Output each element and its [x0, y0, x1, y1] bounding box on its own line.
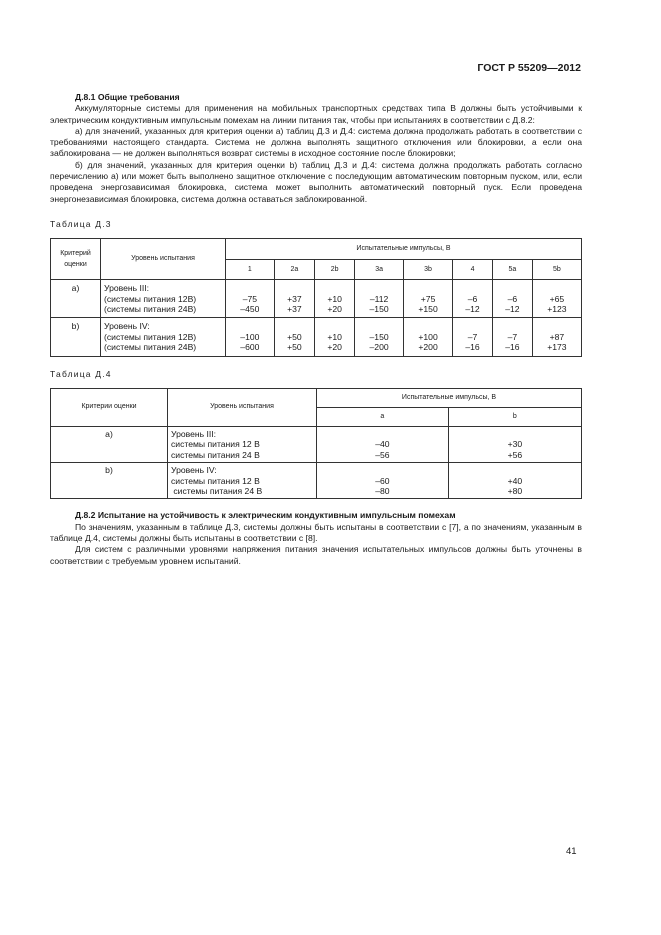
level-12v: системы питания 12 В — [171, 439, 260, 450]
level-12v: (системы питания 12В) — [104, 293, 197, 304]
value-12v: +50 — [287, 331, 302, 342]
value-24v: –16 — [505, 342, 520, 353]
table-d3-col-header: 5a — [492, 260, 532, 280]
level-title: Уровень III: — [171, 429, 217, 439]
value-24v: +37 — [287, 304, 302, 315]
table-d3-criteria: a) — [51, 280, 101, 318]
value-12v: –112 — [369, 293, 389, 304]
value-24v: +20 — [327, 342, 342, 353]
table-d4-cell-a — [317, 427, 449, 463]
table-d3-cell — [453, 318, 493, 356]
value-12v: –7 — [507, 331, 518, 342]
section-d81-item-b: б) для значений, указанных для критерия оценки b) таблиц Д.3 и Д.4: система должна продолжать работать согласно перечислению а) или может быть выполнено защитное отключение с последующим автоматическим повторным пуском, или, если проведена энергозависимая блокировка, система может выполнить автоматический повторный пуск. Если проведена энергонезависимая блокировка, система должна оставаться заблокированной. — [50, 159, 582, 204]
table-d3-cell — [403, 280, 452, 318]
value-24v: +123 — [547, 304, 567, 315]
value-12v: –40 — [375, 439, 390, 450]
table-d3-level — [101, 280, 226, 318]
table-d4-criteria: a) — [51, 427, 168, 463]
table-d4-col-a: a — [317, 408, 449, 427]
table-d3-col-header: 2a — [274, 260, 314, 280]
table-d3-col-header: 1 — [226, 260, 275, 280]
table-d4-cell-a — [317, 463, 449, 499]
table-d3-cell — [355, 280, 404, 318]
value-24v: –450 — [240, 304, 260, 315]
value-12v: +30 — [507, 439, 523, 450]
level-24v: (системы питания 24В) — [104, 342, 197, 353]
value-24v: –150 — [369, 304, 389, 315]
table-d3-cell — [453, 280, 493, 318]
section-d82-heading: Д.8.2 Испытание на устойчивость к электрическим кондуктивным импульсным помехам — [75, 510, 456, 521]
document-standard-number: ГОСТ Р 55209—2012 — [477, 62, 581, 74]
value-24v: +150 — [418, 304, 438, 315]
table-d3-cell — [492, 318, 532, 356]
value-24v: –12 — [505, 304, 520, 315]
value-12v: –60 — [375, 475, 390, 486]
value-12v: –6 — [467, 293, 478, 304]
level-title: Уровень III: — [104, 283, 150, 294]
level-12v: системы питания 12 В — [171, 475, 260, 486]
table-d4-caption: Таблица Д.4 — [50, 368, 112, 379]
table-d3-cell — [492, 280, 532, 318]
section-d82-para2: Для систем с различными уровнями напряжения питания значения испытательных импульсов должны быть уточнены в соответствии с требуемым уровнем испытаний. — [50, 544, 582, 566]
level-title: Уровень IV: — [171, 465, 217, 476]
value-24v: +50 — [287, 342, 302, 353]
value-24v: –12 — [465, 304, 480, 315]
value-12v: +75 — [420, 293, 436, 304]
value-24v: +80 — [507, 486, 523, 497]
value-24v: –56 — [375, 449, 390, 460]
table-row — [51, 318, 582, 356]
level-24v: системы питания 24 В — [171, 449, 260, 460]
value-24v: –600 — [240, 342, 260, 353]
table-d4-header-pulses: Испытательные импульсы, В — [317, 389, 582, 408]
value-24v: –200 — [369, 342, 389, 353]
table-d3-level — [101, 318, 226, 356]
value-12v: +10 — [327, 331, 342, 342]
table-d3-caption: Таблица Д.3 — [50, 218, 112, 229]
value-24v: –80 — [375, 486, 390, 497]
value-12v: +100 — [418, 331, 438, 342]
table-d3-col-header: 3b — [403, 260, 452, 280]
table-d3-cell — [274, 280, 314, 318]
table-d3-col-header: 3a — [355, 260, 404, 280]
section-d81-intro: Аккумуляторные системы для применения на мобильных транспортных средствах типа В должны быть устойчивыми к электрическим кондуктивным импульсным помехам на линии питания так, чтобы при испытаниях в соответствии с Д.8.2: — [50, 103, 582, 125]
value-24v: –16 — [465, 342, 480, 353]
value-12v: +37 — [287, 293, 302, 304]
level-title: Уровень IV: — [104, 321, 150, 332]
table-d4-level — [168, 463, 317, 499]
table-d3-cell — [532, 280, 581, 318]
table-d3-cell — [314, 318, 354, 356]
table-d3 — [50, 238, 582, 356]
table-d4-col-b: b — [448, 408, 581, 427]
table-d4-cell-b — [448, 463, 581, 499]
table-d3-criteria: b) — [51, 318, 101, 356]
value-12v: +10 — [327, 293, 342, 304]
table-row — [51, 463, 582, 499]
table-d3-header-criteria: Критерий оценки — [51, 239, 101, 280]
table-d3-col-header: 2b — [314, 260, 354, 280]
table-d4-criteria: b) — [51, 463, 168, 499]
page-content — [50, 92, 582, 567]
table-d4-cell-b — [448, 427, 581, 463]
value-12v: –7 — [467, 331, 478, 342]
value-12v: +65 — [549, 293, 565, 304]
table-d3-col-header: 5b — [532, 260, 581, 280]
value-24v: +173 — [547, 342, 567, 353]
table-d3-col-header: 4 — [453, 260, 493, 280]
table-d4 — [50, 388, 582, 499]
section-d82-para1: По значениям, указанным в таблице Д.3, системы должны быть испытаны в соответствии с [7], а по значениям, указанным в таблице Д.4, системы должны быть испытаны в соответствии с [8]. — [50, 521, 582, 544]
table-d3-cell — [355, 318, 404, 356]
value-12v: –100 — [240, 331, 260, 342]
value-12v: –6 — [507, 293, 518, 304]
section-d81-heading: Д.8.1 Общие требования — [75, 92, 180, 102]
value-24v: +56 — [507, 449, 523, 460]
value-12v: +87 — [549, 331, 565, 342]
value-24v: +20 — [327, 304, 342, 315]
level-24v: системы питания 24 В — [171, 486, 263, 497]
table-row — [51, 280, 582, 318]
table-row — [51, 427, 582, 463]
table-d3-cell — [274, 318, 314, 356]
table-d3-header-pulses: Испытательные импульсы, В — [226, 239, 582, 260]
table-d4-level — [168, 427, 317, 463]
value-12v: –75 — [242, 293, 258, 304]
level-24v: (системы питания 24В) — [104, 304, 197, 315]
value-12v: +40 — [507, 475, 523, 486]
table-d3-cell — [532, 318, 581, 356]
table-d4-header-criteria: Критерии оценки — [51, 389, 168, 427]
table-d4-header-level: Уровень испытания — [168, 389, 317, 427]
section-d81-item-a: а) для значений, указанных для критерия оценки а) таблиц Д.3 и Д.4: система должна продолжать работать в соответствии с требованиями настоящего стандарта. Система не должна выполнять защитного отключения или блокировки, а если она заблокирована — не должен выполняться возврат системы в исходное состояние после блокировки; — [50, 125, 582, 159]
level-12v: (системы питания 12В) — [104, 331, 197, 342]
table-d3-cell — [314, 280, 354, 318]
page-number: 41 — [566, 846, 577, 857]
table-d3-header-level: Уровень испытания — [101, 239, 226, 280]
value-12v: –150 — [369, 331, 389, 342]
value-24v: +200 — [418, 342, 438, 353]
table-d3-cell — [226, 318, 275, 356]
table-d3-cell — [403, 318, 452, 356]
table-d3-cell — [226, 280, 275, 318]
